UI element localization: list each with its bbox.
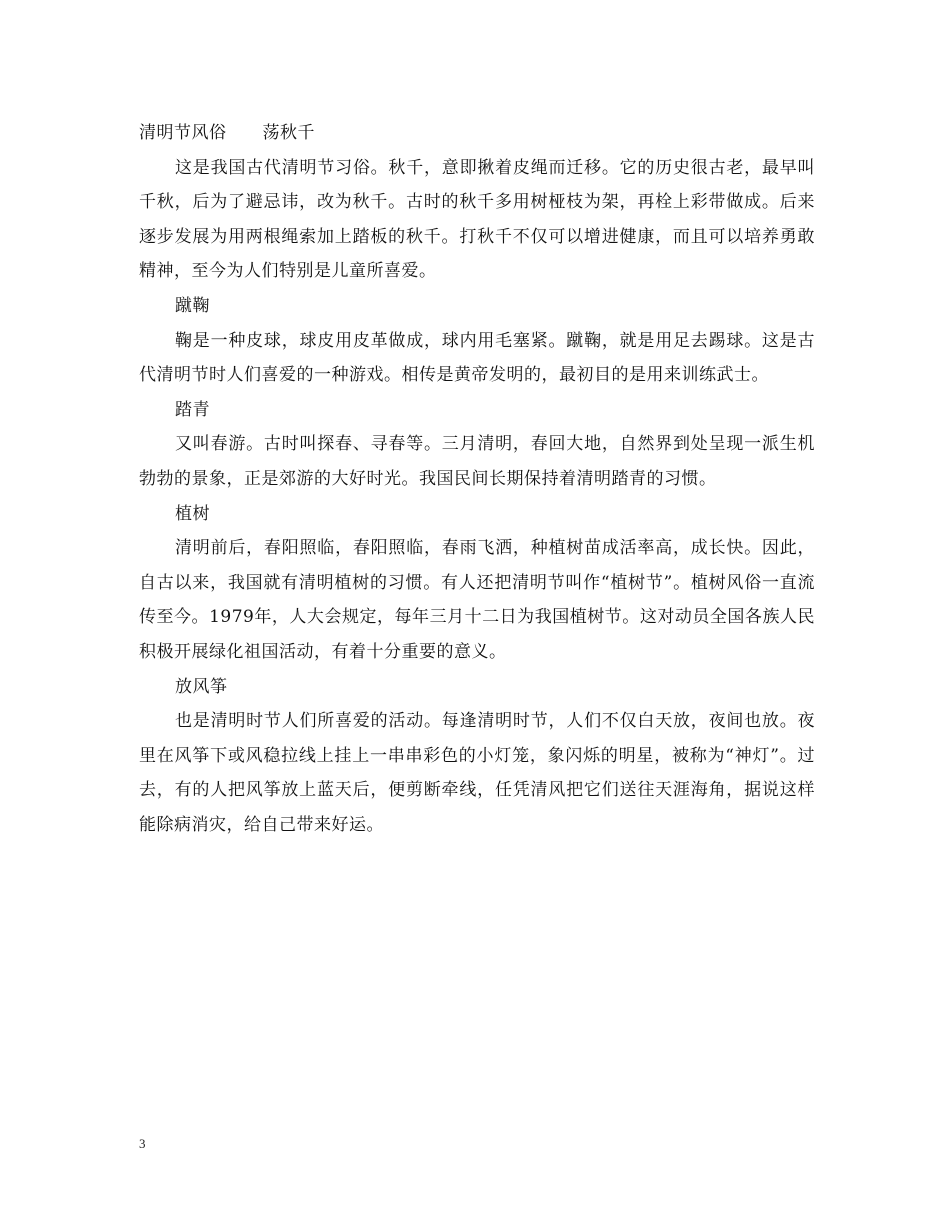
- section-body-tree-planting: 清明前后，春阳照临，春阳照临，春雨飞洒，种植树苗成活率高，成长快。因此，自古以来，我国就有清明植树的习惯。有人还把清明节叫作“植树节”。植树风俗一直流传至今。1979年，人大会规定，每年三月十二日为我国植树节。这对动员全国各族人民积极开展绿化祖国活动，有着十分重要的意义。: [139, 538, 815, 662]
- document-body: [139, 116, 815, 842]
- section-heading-tree-planting: 植树: [175, 503, 210, 524]
- section-body-swing: 这是我国古代清明节习俗。秋千，意即揪着皮绳而迁移。它的历史很古老，最早叫千秋，后为了避忌讳，改为秋千。古时的秋千多用树桠枝为架，再栓上彩带做成。后来逐步发展为用两根绳索加上踏板的秋千。打秋千不仅可以增进健康，而且可以培养勇敢精神，至今为人们特别是儿童所喜爱。: [139, 157, 815, 282]
- section-heading-swing: 荡秋千: [262, 123, 315, 143]
- section-heading-cuju: 蹴鞠: [175, 295, 210, 316]
- section-heading-outing: 踏青: [175, 399, 210, 420]
- document-title: 清明节风俗: [139, 123, 227, 143]
- section-body-cuju: 鞠是一种皮球，球皮用皮革做成，球内用毛塞紧。蹴鞠，就是用足去踢球。这是古代清明节时人们喜爱的一种游戏。相传是黄帝发明的，最初目的是用来训练武士。: [139, 330, 815, 386]
- section-heading-kite: 放风筝: [175, 676, 228, 697]
- document-title-line: [139, 116, 815, 151]
- section-body-outing: 又叫春游。古时叫探春、寻春等。三月清明，春回大地，自然界到处呈现一派生机勃勃的景象，正是郊游的大好时光。我国民间长期保持着清明踏青的习惯。: [139, 434, 815, 489]
- page-number: 3: [139, 1136, 146, 1151]
- section-body-kite: 也是清明时节人们所喜爱的活动。每逢清明时节，人们不仅白天放，夜间也放。夜里在风筝下或风稳拉线上挂上一串串彩色的小灯笼，象闪烁的明星，被称为“神灯”。过去，有的人把风筝放上蓝天后，便剪断牵线，任凭清风把它们送往天涯海角，据说这样能除病消灾，给自己带来好运。: [139, 711, 815, 835]
